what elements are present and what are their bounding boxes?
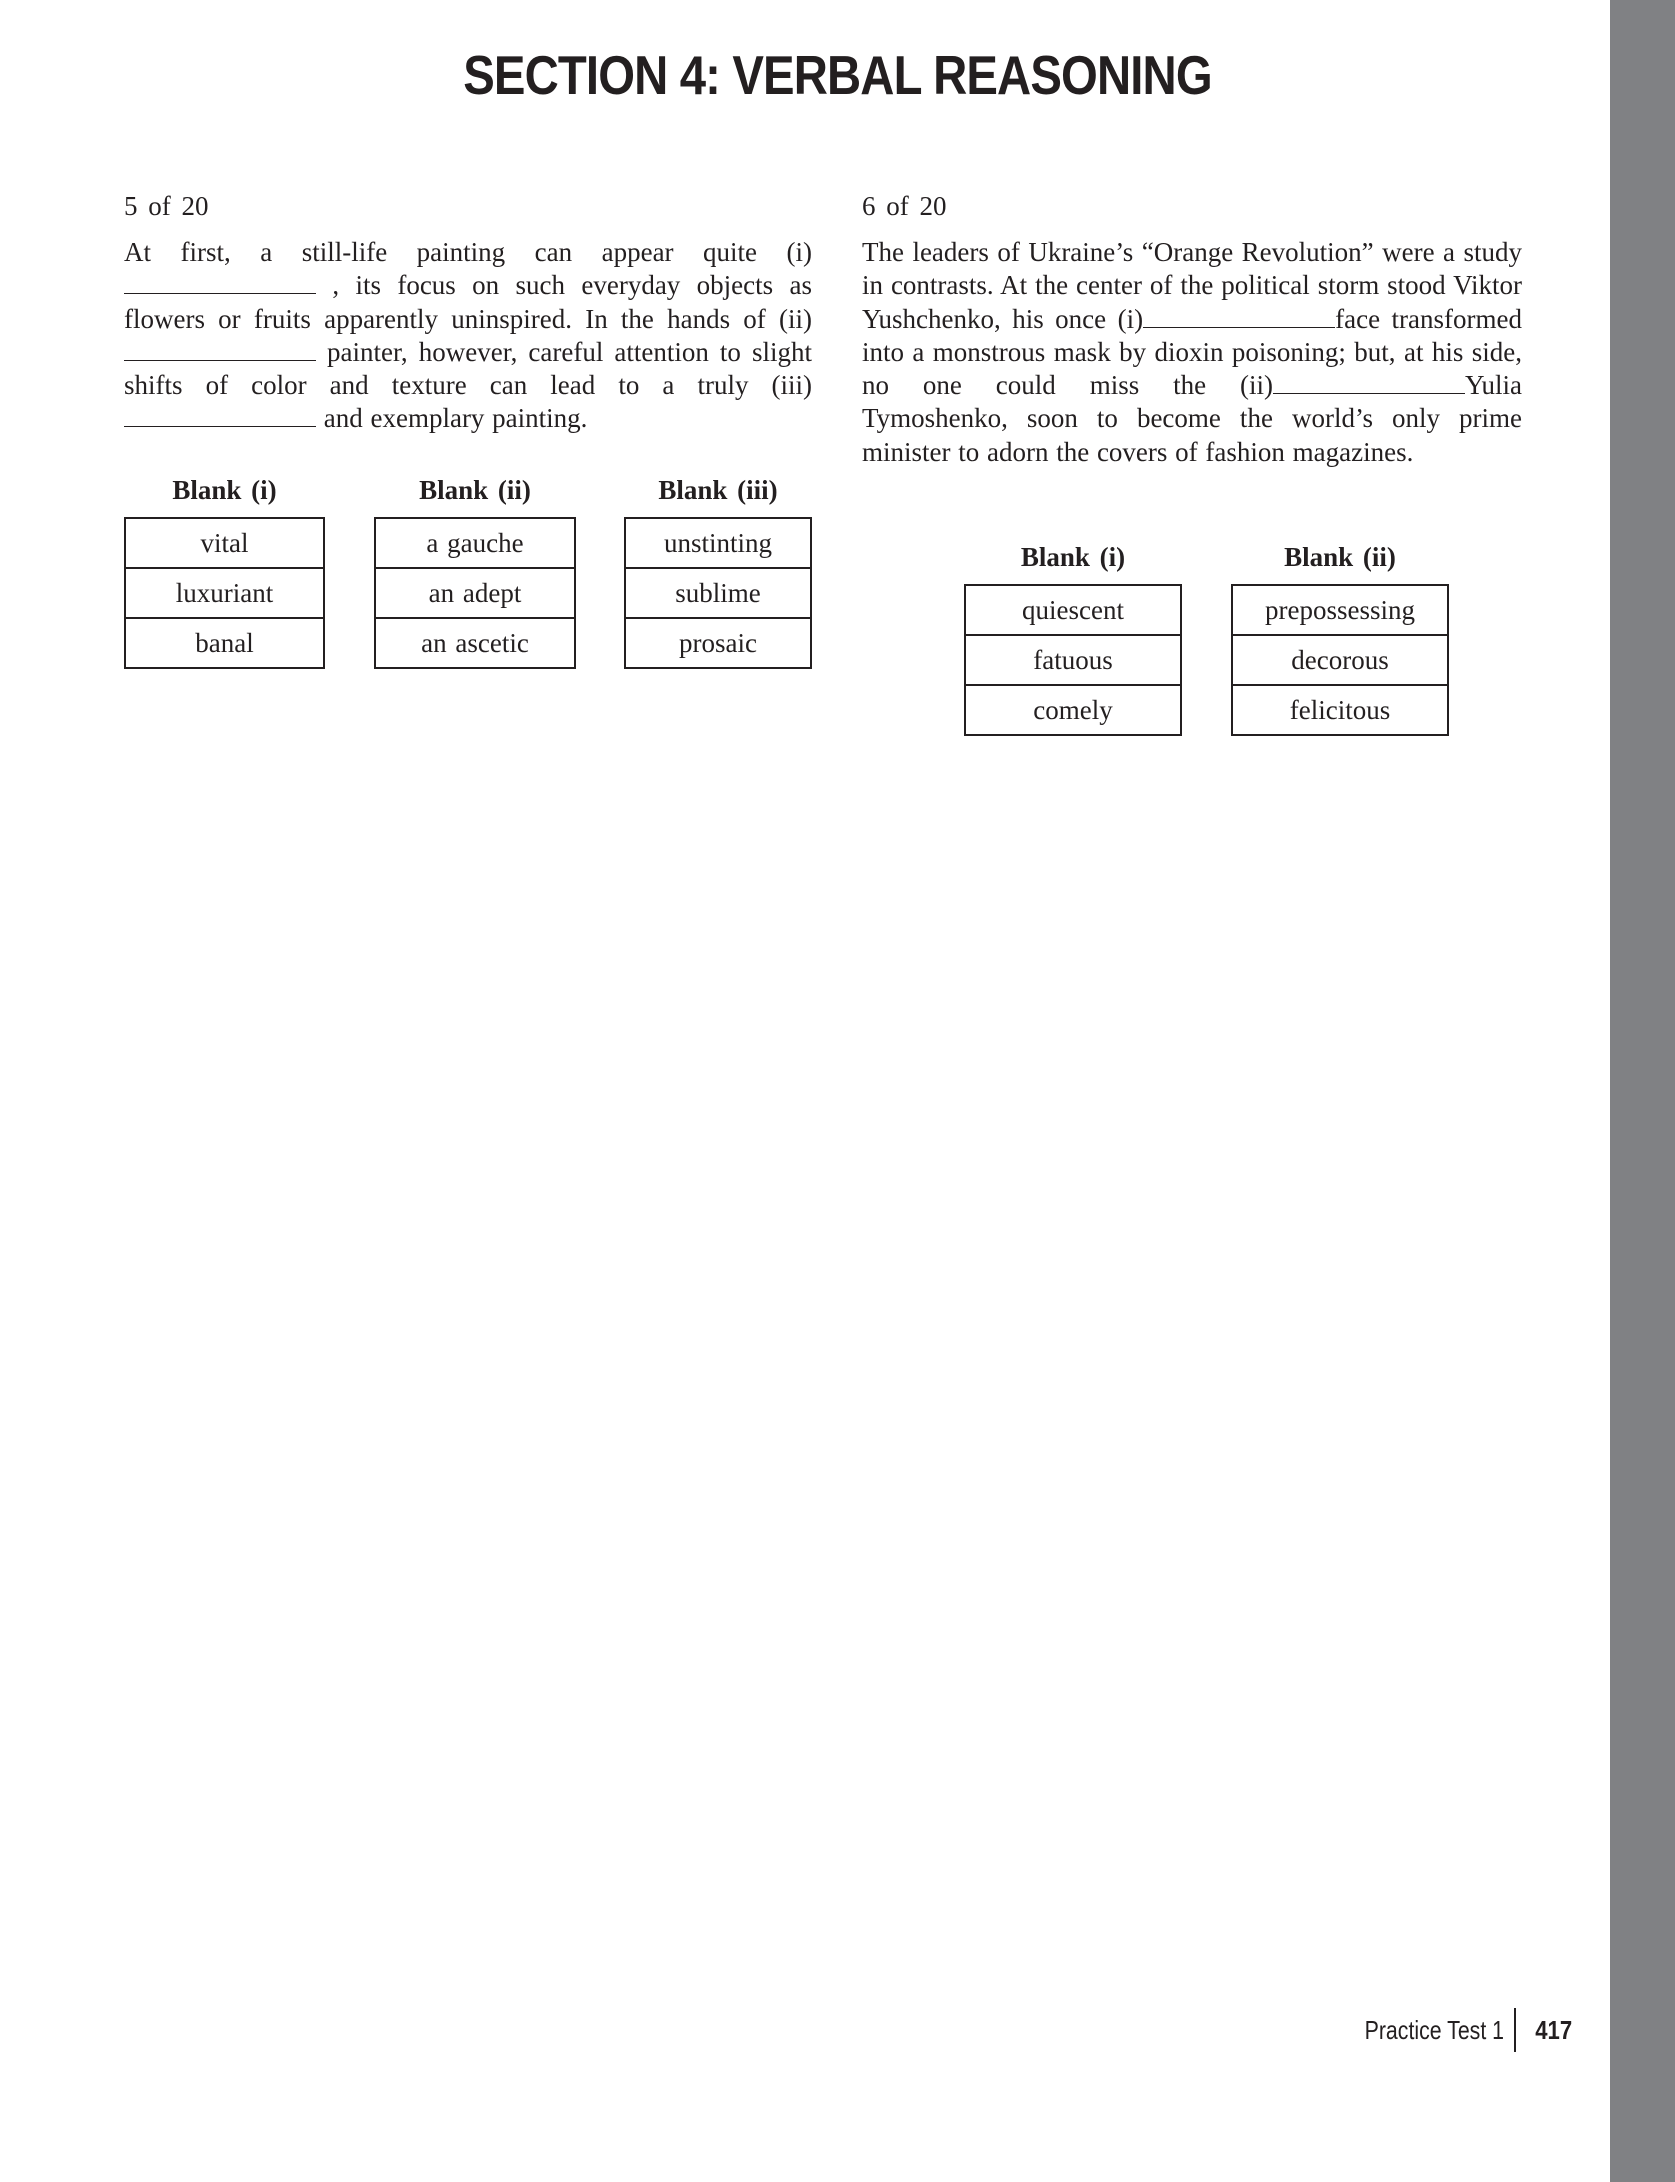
footer-divider xyxy=(1514,2008,1516,2052)
answer-choices xyxy=(1231,584,1449,736)
page-number: 417 xyxy=(1534,2014,1572,2045)
answer-choice[interactable]: a gauche xyxy=(376,519,574,569)
question-6-stem-part-2: face transformed into a monstrous mask by dioxin poisoning; but, at his side, no one could miss the (ii) xyxy=(862,303,1522,401)
question-5-stem-part-3: painter, however, careful attention to slight shifts of color and texture can lead to a truly (iii) xyxy=(124,336,812,401)
question-5-stem-part-1: At first, a still-life painting can appear quite (i) xyxy=(124,237,812,267)
answer-choice[interactable]: an ascetic xyxy=(376,619,574,669)
answer-choices xyxy=(964,584,1182,736)
side-color-bar xyxy=(1610,0,1675,2182)
question-5-blank-iii-line xyxy=(124,404,316,427)
answer-choice[interactable]: unstinting xyxy=(626,519,810,569)
question-5-blank-i-line xyxy=(124,271,316,294)
blank-header: Blank (ii) xyxy=(1284,542,1396,572)
question-6-blank-ii-group xyxy=(1231,540,1449,736)
answer-choices xyxy=(124,517,325,669)
question-5-number: 5 of 20 xyxy=(124,191,209,221)
answer-choice[interactable]: an adept xyxy=(376,569,574,619)
answer-choice[interactable]: vital xyxy=(126,519,323,569)
answer-choice[interactable]: felicitous xyxy=(1233,686,1447,736)
answer-choices xyxy=(374,517,576,669)
blank-header: Blank (ii) xyxy=(419,475,531,505)
answer-choice[interactable]: prosaic xyxy=(626,619,810,669)
answer-choices xyxy=(624,517,812,669)
question-5-blank-ii-group xyxy=(374,473,576,669)
answer-choice[interactable]: luxuriant xyxy=(126,569,323,619)
question-6-number: 6 of 20 xyxy=(862,191,947,221)
answer-choice[interactable]: decorous xyxy=(1233,636,1447,686)
question-6-blank-ii-line xyxy=(1273,371,1465,394)
question-5-stem-part-4: and exemplary painting. xyxy=(316,403,588,434)
answer-choice[interactable]: fatuous xyxy=(966,636,1180,686)
blank-header: Blank (i) xyxy=(1020,542,1126,572)
section-title: SECTION 4: VERBAL REASONING xyxy=(463,44,1212,106)
question-6-stem xyxy=(862,236,1522,469)
blank-header: Blank (iii) xyxy=(658,475,778,505)
answer-choice[interactable]: comely xyxy=(966,686,1180,736)
question-6-stem-part-1: The leaders of Ukraine’s “Orange Revolution” were a study in contrasts. At the center of the political storm stood Viktor Yushchenko, his once (i) xyxy=(862,237,1522,334)
answer-choice[interactable]: quiescent xyxy=(966,586,1180,636)
question-6-blank-i-group xyxy=(964,540,1182,736)
footer-label: Practice Test 1 xyxy=(1364,2014,1504,2045)
answer-choice[interactable]: banal xyxy=(126,619,323,669)
page-footer xyxy=(1334,2005,1575,2055)
question-5-stem-part-2: , its focus on such everyday objects as flowers or fruits apparently uninspired. In the hands of (ii) xyxy=(124,270,812,334)
question-5-blank-ii-line xyxy=(124,338,316,361)
answer-choice[interactable]: prepossessing xyxy=(1233,586,1447,636)
question-5-blank-i-group xyxy=(124,473,325,669)
blank-header: Blank (i) xyxy=(172,475,277,505)
answer-choice[interactable]: sublime xyxy=(626,569,810,619)
question-5-blank-iii-group xyxy=(624,473,812,669)
question-6-stem-part-3: Yulia Tymoshenko, soon to become the world’s only prime minister to adorn the covers of fashion magazines. xyxy=(862,370,1522,467)
question-6-blank-i-line xyxy=(1143,305,1335,328)
question-5-stem xyxy=(124,236,812,436)
